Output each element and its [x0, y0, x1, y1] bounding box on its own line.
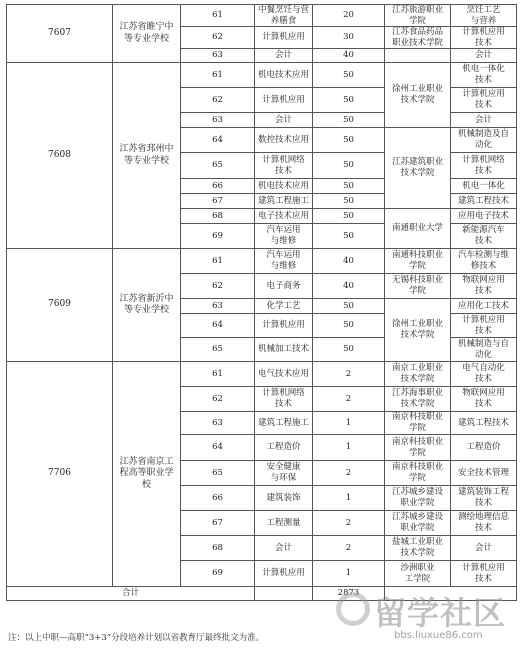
row-plan: 50 — [312, 178, 385, 194]
row-college: 江苏食品药品 职业技术学院 — [384, 26, 451, 49]
row-college-major: 烹饪工艺 与营养 — [450, 4, 517, 27]
row-college-major: 应用化工技术 — [450, 298, 517, 314]
row-plan: 50 — [312, 208, 385, 224]
row-plan: 2 — [312, 535, 385, 561]
row-college-major: 会计 — [450, 535, 517, 561]
row-major: 计算机应用 — [254, 313, 313, 338]
row-seq: 63 — [180, 112, 255, 128]
row-seq: 61 — [180, 248, 255, 274]
row-plan: 50 — [312, 193, 385, 209]
row-college-major: 计算机应用 技术 — [450, 560, 517, 587]
row-plan: 50 — [312, 337, 385, 362]
row-plan: 50 — [312, 223, 385, 249]
row-seq: 64 — [180, 434, 255, 461]
row-college: 江苏城乡建设 职业学院 — [384, 485, 451, 511]
row-college: 南京科技职业 学院 — [384, 460, 451, 486]
row-major: 计算机应用 — [254, 560, 313, 587]
total-value: 2873 — [312, 586, 385, 601]
row-seq: 69 — [180, 223, 255, 249]
total-spacer — [254, 586, 313, 601]
row-college: 江苏城乡建设 职业学院 — [384, 510, 451, 536]
footnote: 注：以上中职—高职“3+3”分段培养计划以省教育厅最终批文为准。 — [8, 633, 265, 643]
row-college-major: 计算机应用 技术 — [450, 26, 517, 49]
row-plan: 50 — [312, 313, 385, 338]
row-college-major: 建筑工程技术 — [450, 193, 517, 209]
row-major: 会计 — [254, 535, 313, 561]
row-plan: 50 — [312, 298, 385, 314]
row-seq: 63 — [180, 298, 255, 314]
row-plan: 1 — [312, 411, 385, 435]
row-college-major: 物联网应用 技术 — [450, 273, 517, 299]
row-seq: 63 — [180, 48, 255, 63]
row-seq: 67 — [180, 510, 255, 536]
row-seq: 66 — [180, 485, 255, 511]
row-college: 南京科技职业 学院 — [384, 434, 451, 461]
school-name: 江苏省新沂中 等专业学校 — [112, 248, 181, 362]
row-college: 江苏旅游职业 学院 — [384, 4, 451, 27]
row-major: 建筑工程施工 — [254, 193, 313, 209]
row-college: 盐城工业职业 技术学院 — [384, 535, 451, 561]
row-college: 徐州工业职业 技术学院 — [384, 298, 451, 362]
row-seq: 61 — [180, 4, 255, 27]
school-code: 7609 — [6, 248, 113, 362]
total-empty — [384, 586, 517, 601]
row-college: 南京工业职业 技术学院 — [384, 361, 451, 387]
row-college-major: 计算机网络 技术 — [450, 152, 517, 179]
row-major: 安全健康 与环保 — [254, 460, 313, 486]
row-major: 机电技术应用 — [254, 62, 313, 88]
school-code: 7608 — [6, 62, 113, 249]
school-name: 江苏省睢宁中 等专业学校 — [112, 4, 181, 63]
row-college-major: 安全技术管理 — [450, 460, 517, 486]
row-college-major: 测绘地理信息 技术 — [450, 510, 517, 536]
row-plan: 50 — [312, 112, 385, 128]
row-college-major: 机电一体化 技术 — [450, 62, 517, 88]
row-plan: 30 — [312, 26, 385, 49]
total-label: 合计 — [6, 586, 255, 601]
row-college-major: 会计 — [450, 48, 517, 63]
row-college: 南京科技职业 学院 — [384, 411, 451, 435]
row-college-major: 计算机应用 技术 — [450, 313, 517, 338]
row-major: 计算机网络 技术 — [254, 152, 313, 179]
row-seq: 62 — [180, 26, 255, 49]
row-college: 沙洲职业 工学院 — [384, 560, 451, 587]
row-seq: 62 — [180, 87, 255, 113]
row-plan: 40 — [312, 48, 385, 63]
plan-table — [6, 4, 516, 618]
row-major: 化学工艺 — [254, 298, 313, 314]
row-plan: 20 — [312, 4, 385, 27]
row-plan: 2 — [312, 510, 385, 536]
row-plan: 2 — [312, 361, 385, 387]
row-seq: 69 — [180, 560, 255, 587]
row-major: 汽车运用 与维修 — [254, 248, 313, 274]
row-major: 数控技术应用 — [254, 127, 313, 153]
row-major: 计算机应用 — [254, 87, 313, 113]
row-college-major: 机电一体化 — [450, 178, 517, 194]
row-seq: 64 — [180, 313, 255, 338]
row-seq: 67 — [180, 193, 255, 209]
row-seq: 66 — [180, 178, 255, 194]
row-college-major: 计算机应用 技术 — [450, 87, 517, 113]
row-college: 江苏建筑职业 技术学院 — [384, 127, 451, 209]
row-college — [384, 48, 451, 63]
row-major: 电子商务 — [254, 273, 313, 299]
row-college: 南通职业大学 — [384, 208, 451, 249]
row-plan: 50 — [312, 62, 385, 88]
row-plan: 1 — [312, 485, 385, 511]
row-plan: 2 — [312, 460, 385, 486]
row-major: 会计 — [254, 112, 313, 128]
row-college-major: 物联网应用 技术 — [450, 386, 517, 412]
watermark-brand: 留学社区 — [374, 594, 507, 632]
row-seq: 68 — [180, 208, 255, 224]
row-college-major: 电气自动化 技术 — [450, 361, 517, 387]
row-college-major: 会计 — [450, 112, 517, 128]
row-college-major: 应用电子技术 — [450, 208, 517, 224]
row-major: 机电技术应用 — [254, 178, 313, 194]
row-college-major: 机械制造及自 动化 — [450, 127, 517, 153]
row-college-major: 建筑工程技术 — [450, 411, 517, 435]
row-college: 无锡科技职业 学院 — [384, 273, 451, 299]
row-college-major: 新能源汽车 技术 — [450, 223, 517, 249]
row-major: 工程测量 — [254, 510, 313, 536]
row-seq: 65 — [180, 152, 255, 179]
row-major: 会计 — [254, 48, 313, 63]
school-name: 江苏省南京工 程高等职业学 校 — [112, 361, 181, 587]
row-major: 汽车运用 与维修 — [254, 223, 313, 249]
row-major: 机械加工技术 — [254, 337, 313, 362]
row-plan: 40 — [312, 273, 385, 299]
row-major: 工程造价 — [254, 434, 313, 461]
row-college: 徐州工业职业 技术学院 — [384, 62, 451, 128]
row-major: 电子技术应用 — [254, 208, 313, 224]
row-seq: 64 — [180, 127, 255, 153]
row-seq: 62 — [180, 386, 255, 412]
row-major: 电气技术应用 — [254, 361, 313, 387]
row-major: 中餐烹饪与营 养膳食 — [254, 4, 313, 27]
school-code: 7607 — [6, 4, 113, 63]
row-major: 建筑工程施工 — [254, 411, 313, 435]
watermark-url: bbs.liuxue86.com — [394, 630, 483, 641]
row-seq: 65 — [180, 337, 255, 362]
row-plan: 50 — [312, 152, 385, 179]
row-seq: 61 — [180, 361, 255, 387]
row-seq: 63 — [180, 411, 255, 435]
row-college-major: 汽车检测与维 修技术 — [450, 248, 517, 274]
row-seq: 68 — [180, 535, 255, 561]
school-code: 7706 — [6, 361, 113, 587]
row-major: 建筑装饰 — [254, 485, 313, 511]
row-seq: 62 — [180, 273, 255, 299]
row-major: 计算机网络 技术 — [254, 386, 313, 412]
row-plan: 50 — [312, 87, 385, 113]
row-plan: 40 — [312, 248, 385, 274]
row-seq: 65 — [180, 460, 255, 486]
row-plan: 1 — [312, 560, 385, 587]
row-major: 计算机应用 — [254, 26, 313, 49]
row-college: 南通科技职业 学院 — [384, 248, 451, 274]
row-plan: 50 — [312, 127, 385, 153]
row-college-major: 机械制造与自 动化 — [450, 337, 517, 362]
row-plan: 1 — [312, 434, 385, 461]
row-seq: 61 — [180, 62, 255, 88]
row-college-major: 建筑装饰工程 技术 — [450, 485, 517, 511]
row-college: 江苏海事职业 技术学院 — [384, 386, 451, 412]
row-plan: 2 — [312, 386, 385, 412]
row-college-major: 工程造价 — [450, 434, 517, 461]
school-name: 江苏省邳州中 等专业学校 — [112, 62, 181, 249]
